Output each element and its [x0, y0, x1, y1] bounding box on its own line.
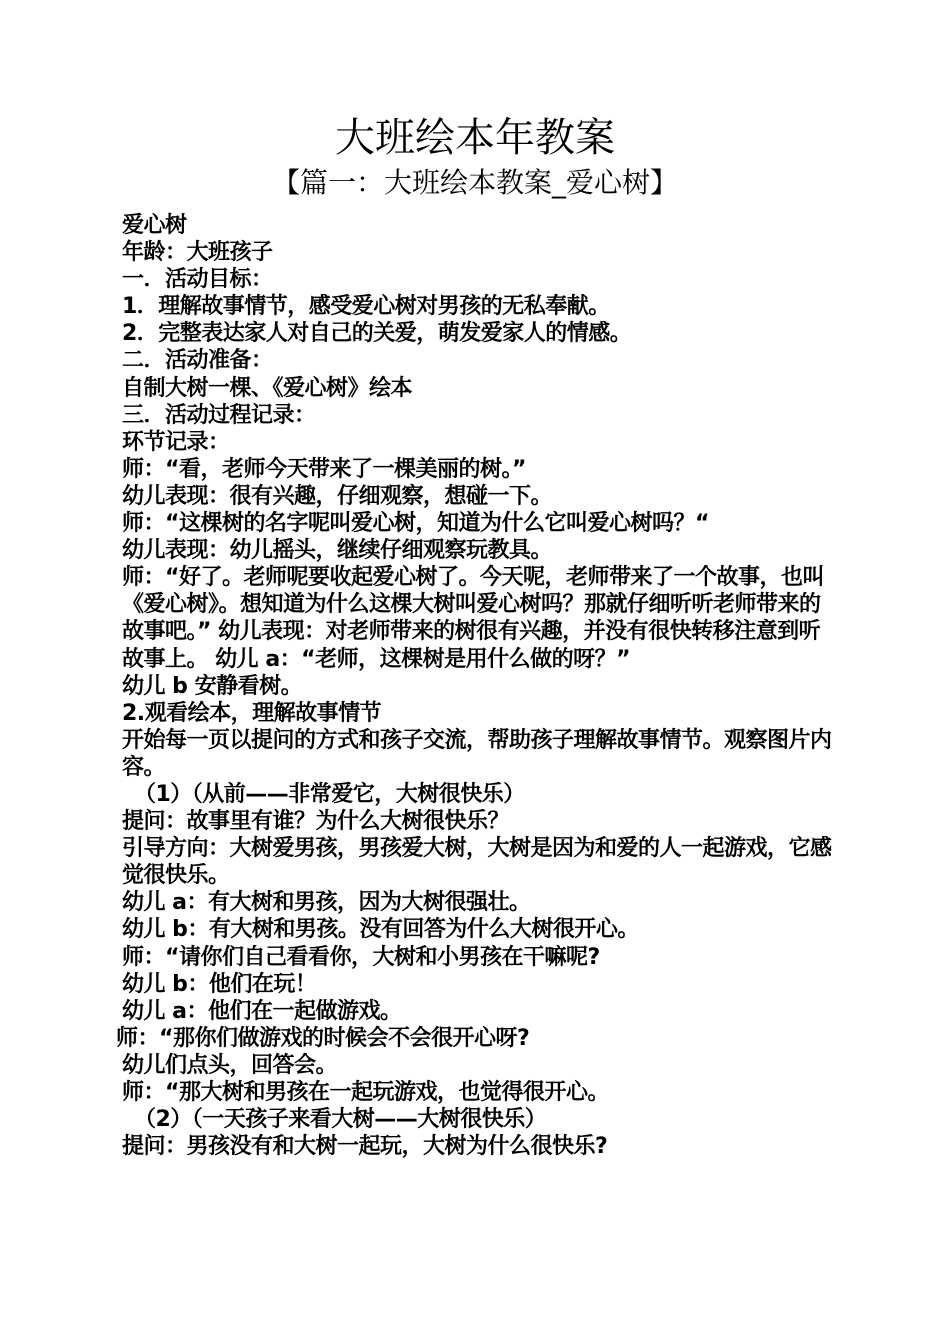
paragraph: 师：“好了。老师呢要收起爱心树了。今天呢，老师带来了一个故事，也叫《爱心树》。想知道为什么这棵大树叫爱心树吗？那就仔细听听老师带来的故事吧。” 幼儿表现：对老师带来的树很有兴趣，并没有很快转移注意到听故事上。 幼儿 a：“老师，这棵树是用什么做的呀？”	[122, 565, 824, 672]
paragraph: 师：“这棵树的名字呢叫爱心树，知道为什么它叫爱心树吗？“	[122, 511, 709, 537]
paragraph: 环节记录：	[122, 429, 230, 455]
paragraph: 幼儿们点头，回答会。	[122, 1052, 338, 1078]
paragraph: 提问：故事里有谁？为什么大树很快乐？	[122, 809, 510, 835]
document-subtitle: 【篇一：大班绘本教案_爱心树】	[271, 166, 678, 199]
paragraph: 一．活动目标：	[122, 267, 273, 293]
document-title: 大班绘本年教案	[335, 115, 615, 161]
paragraph: 幼儿 b 安静看树。	[122, 673, 303, 699]
paragraph: 幼儿 b：他们在玩！	[122, 971, 317, 997]
paragraph: 2.观看绘本，理解故事情节	[122, 700, 382, 726]
document-body	[116, 212, 840, 1160]
paragraph: 提问：男孩没有和大树一起玩，大树为什么很快乐?	[122, 1134, 608, 1160]
paragraph: 二．活动准备：	[122, 348, 273, 374]
paragraph: 年龄：大班孩子	[122, 240, 273, 266]
paragraph: 幼儿表现：幼儿摇头，继续仔细观察玩教具。	[122, 538, 553, 564]
paragraph: 幼儿 a：他们在一起做游戏。	[122, 998, 402, 1024]
paragraph: 师：“那大树和男孩在一起玩游戏，也觉得很开心。	[122, 1080, 609, 1105]
paragraph: 自制大树一棵、《爱心树》绘本	[122, 375, 413, 401]
paragraph: 三．活动过程记录：	[122, 402, 316, 428]
paragraph: 幼儿 b：有大树和男孩。没有回答为什么大树很开心。	[122, 917, 639, 943]
paragraph: 幼儿 a：有大树和男孩，因为大树很强壮。	[122, 890, 531, 916]
paragraph: 师：“那你们做游戏的时候会不会很开心呀?	[116, 1025, 530, 1051]
paragraph: 1．理解故事情节，感受爱心树对男孩的无私奉献。	[122, 294, 610, 320]
paragraph: （2）（一天孩子来看大树——大树很快乐）	[134, 1107, 547, 1133]
paragraph: 爱心树	[122, 213, 187, 238]
paragraph: 师：“看，老师今天带来了一棵美丽的树。”	[122, 456, 526, 482]
paragraph: 师：“请你们自己看看你，大树和小男孩在干嘛呢?	[122, 944, 600, 970]
paragraph: （1）（从前——非常爱它，大树很快乐）	[134, 781, 525, 807]
paragraph: 开始每一页以提问的方式和孩子交流，帮助孩子理解故事情节。观察图片内容。	[122, 727, 832, 780]
paragraph: 幼儿表现：很有兴趣，仔细观察，想碰一下。	[122, 483, 553, 509]
paragraph: 2．完整表达家人对自己的关爱，萌发爱家人的情感。	[122, 321, 632, 347]
paragraph: 引导方向：大树爱男孩，男孩爱大树，大树是因为和爱的人一起游戏，它感觉很快乐。	[122, 836, 832, 889]
